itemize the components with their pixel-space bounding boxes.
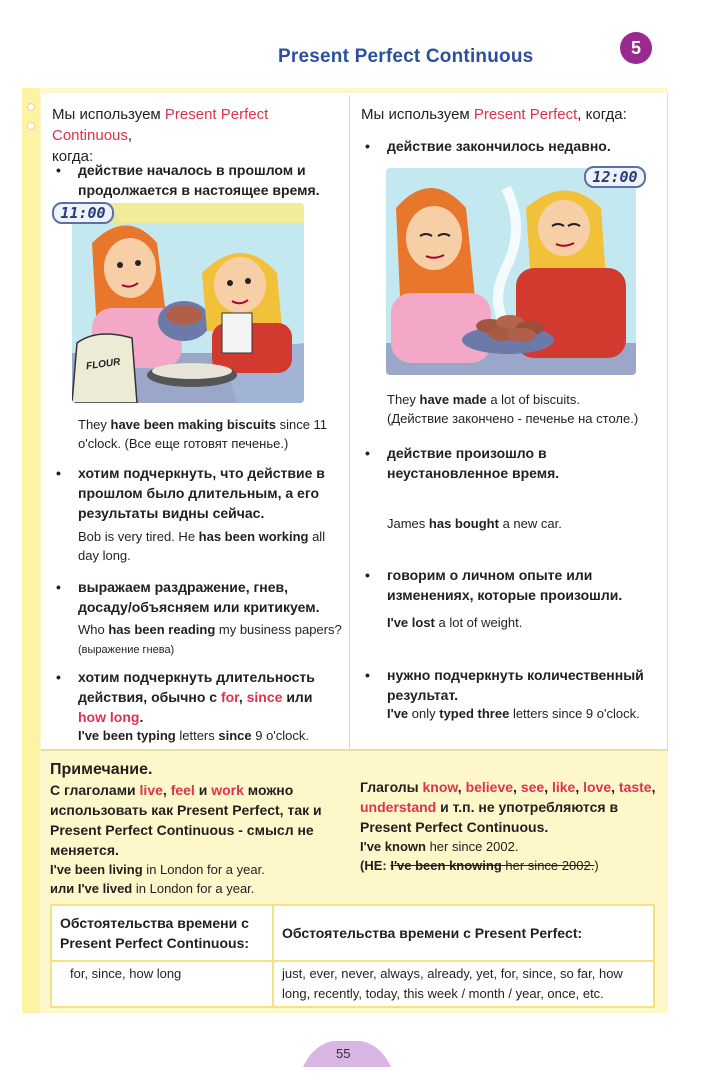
left-example-3: Who has been reading my business papers? (выражение гнева): [78, 622, 342, 656]
table-cell-perfect: just, ever, never, always, already, yet, for, since, so far, how long, recently, today, this week / month / year, once, etc.: [282, 966, 623, 1001]
clock-icon: 11:00: [52, 202, 114, 224]
left-intro: Мы используем Present Perfect Continuous, когда:: [52, 106, 269, 165]
flour-label: FLOUR: [85, 356, 122, 373]
girls-with-biscuits-image: [386, 168, 636, 375]
girls-cooking-image: [72, 203, 304, 403]
column-divider: [349, 95, 350, 749]
left-bullet-2: • хотим подчеркнуть, что действие в прошлом было длительным, а его результаты видны сейчас.: [56, 465, 325, 521]
left-example-2: Bob is very tired. He has been working all day long.: [78, 529, 326, 563]
note-left-example-2: или I've lived in London for a year.: [50, 881, 255, 896]
binder-strip: [22, 88, 40, 1013]
chapter-badge: 5: [620, 32, 652, 64]
left-bullet-1: • действие началось в прошлом и продолжается в настоящее время.: [56, 162, 320, 198]
note-title: Примечание.: [50, 761, 153, 778]
binder-hole-icon: [27, 103, 35, 111]
section-divider: [41, 749, 668, 751]
right-example-3: I've lost a lot of weight.: [387, 615, 523, 630]
page-number: 55: [336, 1046, 351, 1061]
time-expressions-table: [50, 904, 655, 1008]
right-bullet-2: • действие произошло в неустановленное время.: [365, 445, 560, 481]
left-bullet-4: • хотим подчеркнуть длительность действия, обычно с for, since или how long.: [56, 669, 315, 725]
left-example-4: I've been typing letters since 9 o'clock.: [78, 728, 310, 743]
note-right-text: Глаголы know, believe, see, like, love, taste, understand и т.п. не употребляются в Present Perfect Continuous.: [360, 779, 656, 835]
note-left-example-1: I've been living in London for a year.: [50, 862, 265, 877]
right-example-2: James has bought a new car.: [387, 516, 562, 531]
page-title: Present Perfect Continuous: [278, 46, 534, 67]
note-right-example-1: I've known her since 2002.: [360, 839, 519, 854]
left-example-1: They have been making biscuits since 11 o'clock. (Все еще готовят печенье.): [78, 417, 328, 451]
note-left: [50, 760, 345, 898]
illustration-biscuits-made: [386, 168, 636, 375]
clock-icon: 12:00: [584, 166, 646, 188]
note-right-example-2: (НЕ: I've been knowing her since 2002.): [360, 858, 599, 873]
note-right: [360, 777, 660, 875]
note-left-text: С глаголами live, feel и work можно использовать как Present Perfect, так и Present Perfect Continuous - смысл не меняется.: [50, 782, 322, 858]
right-bullet-4: • нужно подчеркнуть количественный результат.: [365, 667, 644, 703]
right-example-1: They have made a lot of biscuits. (Действие закончено - печенье на столе.): [387, 392, 639, 426]
table-row-divider: [52, 960, 653, 962]
binder-hole-icon: [27, 122, 35, 130]
table-header-continuous: Обстоятельства времени с Present Perfect Continuous:: [60, 915, 250, 951]
left-bullet-3: • выражаем раздражение, гнев, досаду/объясняем или критикуем.: [56, 579, 320, 615]
table-col-divider: [272, 906, 274, 1006]
right-bullet-3: • говорим о личном опыте или изменениях, которые произошли.: [365, 567, 623, 603]
table-header-perfect: Обстоятельства времени с Present Perfect:: [282, 925, 583, 941]
right-intro: Мы используем Present Perfect, когда:: [361, 106, 627, 123]
illustration-making-biscuits: [72, 203, 304, 403]
right-bullet-1: • действие закончилось недавно.: [365, 138, 611, 154]
table-cell-continuous: for, since, how long: [70, 966, 182, 981]
right-example-4: I've only typed three letters since 9 o'clock.: [387, 706, 640, 721]
